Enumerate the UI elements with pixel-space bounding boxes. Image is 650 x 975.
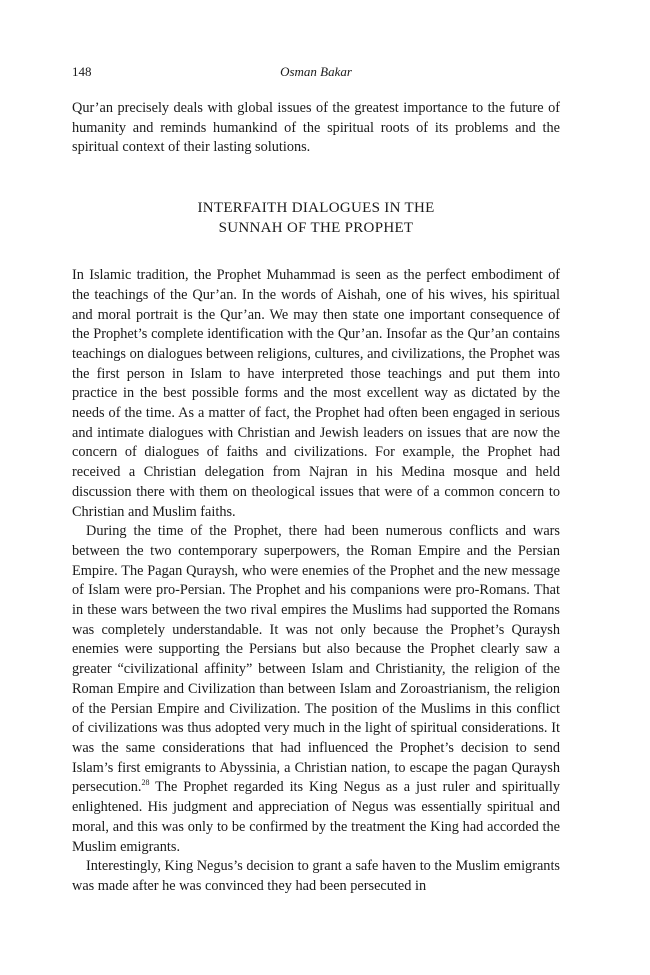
section-heading-line-1: INTERFAITH DIALOGUES IN THE — [197, 200, 435, 217]
section-heading — [72, 198, 560, 238]
page-header — [72, 64, 560, 86]
paragraph-2 — [72, 522, 560, 857]
paragraph-2-continuation: The Prophet regarded its King Negus as a just ruler and spiritually enlightened. His judgment and appreciation of Negus was essentially spiritual and moral, and this was only to be confirmed by the treatment the King had accorded the Muslim emigrants. — [72, 779, 560, 855]
page-number: 148 — [72, 64, 92, 79]
running-head: Osman Bakar — [280, 64, 352, 79]
intro-paragraph: Qur’an precisely deals with global issues of the greatest importance to the future of humanity and reminds humankind of the spiritual roots of its problems and the spiritual context of their lasting solutions. — [72, 100, 560, 156]
paragraph-1: In Islamic tradition, the Prophet Muhammad is seen as the perfect embodiment of the teachings of the Qur’an. In the words of Aishah, one of his wives, his spiritual and moral portrait is the Qur’an. We may then state one important consequence of the Prophet’s complete identification with the Qur’an. Insofar as the Qur’an contains teachings on dialogues between religions, cultures, and civilizations, the Prophet was the first person in Islam to have interpreted those teachings and put them into practice in the best possible forms and the most excellent way as dictated by the needs of the time. As a matter of fact, the Prophet had often been engaged in serious and intimate dialogues with Christian and Jewish leaders on issues that are now the concern of dialogues of faiths and civilizations. For example, the Prophet had received a Christian delegation from Najran in his Medina mosque and held discussion there with them on theological issues that were of a common concern to Christian and Muslim faiths. — [72, 267, 560, 520]
paragraph-2-text: During the time of the Prophet, there had been numerous conflicts and wars between the two contemporary superpowers, the Roman Empire and the Persian Empire. The Pagan Quraysh, who were enemies of the Prophet and the new message of Islam were pro-Persian. The Prophet and his companions were pro-Romans. That in these wars between the two rival empires the Muslims had supported the Romans was completely understandable. It was not only because the Prophet’s Quraysh enemies were supporting the Persians but also because the Prophet clearly saw a greater “civilizational affinity” between Islam and Christianity, the religion of the Roman Empire and Civilization than between Islam and Zoroastrianism, the religion of the Persian Empire and Civilization. The position of the Muslims in this conflict of civilizations was thus adopted very much in the light of spiritual considerations. It was the same considerations that had influenced the Prophet’s decision to send Islam’s first emigrants to Abyssinia, a Christian nation, to escape the pagan Quraysh persecution. — [72, 523, 560, 796]
paragraph-3: Interestingly, King Negus’s decision to grant a safe haven to the Muslim emigrants was made after he was convinced they had been persecuted in — [72, 858, 560, 894]
section-heading-line-2: SUNNAH OF THE PROPHET — [218, 220, 414, 237]
footnote-marker: 28 — [141, 778, 150, 788]
body-text — [72, 99, 560, 897]
